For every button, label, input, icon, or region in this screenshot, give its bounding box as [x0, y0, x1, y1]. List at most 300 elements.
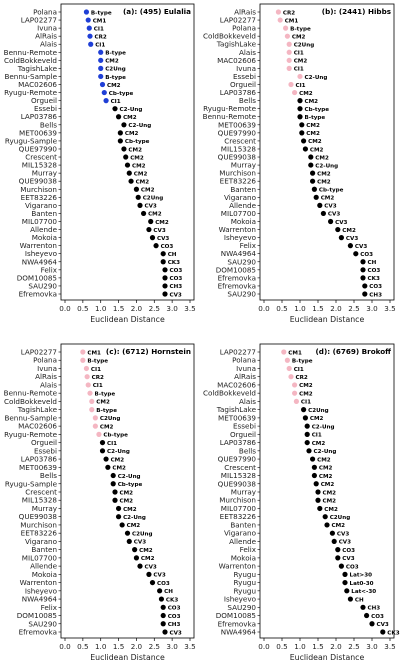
data-point	[303, 146, 308, 151]
point-type-label: CM1	[288, 350, 302, 357]
y-tick-label: Polana	[33, 7, 57, 17]
point-type-label: CM2	[130, 155, 144, 162]
y-tick-label: Efremovka	[217, 619, 256, 629]
data-point	[321, 211, 326, 216]
point-type-label: CH3	[169, 284, 183, 291]
y-tick-label: Banten	[31, 208, 57, 218]
y-tick-label: Felix	[239, 241, 256, 251]
y-tick-label: MIL15328	[21, 495, 57, 505]
y-tick-label: MIL07700	[21, 216, 57, 226]
y-tick-label: Efremovka	[18, 289, 57, 299]
y-tick-label: Ryugu-Sample	[4, 479, 57, 489]
y-tick-label: QUE99038	[217, 479, 256, 489]
point-type-label: CK3	[367, 276, 380, 283]
data-point	[312, 465, 317, 470]
y-tick-label: Bennu-Remote	[202, 112, 256, 122]
data-point	[150, 580, 155, 585]
chart-panel-3	[4, 344, 196, 662]
y-tick-label: Ryugu	[233, 586, 256, 596]
data-point	[146, 572, 151, 577]
y-tick-label: Alais	[39, 380, 57, 390]
data-point	[292, 391, 297, 396]
point-type-label: CV3	[153, 572, 166, 579]
data-point	[120, 522, 125, 527]
point-type-label: CI1	[293, 50, 304, 57]
y-tick-label: Crescent	[25, 152, 57, 162]
data-point	[305, 424, 310, 429]
x-tick-label: 0.0	[258, 304, 270, 313]
point-type-label: CM2	[317, 457, 331, 464]
point-type-label: CM2	[124, 131, 139, 138]
y-tick-label: Ryugu	[233, 578, 256, 588]
x-tick-label: 2.5	[148, 304, 161, 313]
data-point	[294, 399, 299, 404]
point-type-label: CV3	[335, 219, 348, 226]
point-type-label: CV3	[327, 211, 341, 218]
plot-frame	[260, 4, 394, 300]
y-tick-label: NWA4964	[21, 594, 57, 604]
data-point	[153, 243, 158, 248]
point-type-label: B-type	[291, 358, 313, 365]
point-type-label: CV3	[157, 235, 170, 242]
point-type-label: CM2	[318, 473, 333, 480]
point-type-label: CI1	[293, 366, 304, 373]
data-point	[380, 629, 385, 634]
point-type-label: C2Ung	[99, 416, 121, 423]
data-point	[362, 291, 367, 296]
y-tick-label: MAC02606	[18, 80, 57, 90]
point-type-label: CR2	[94, 34, 107, 41]
point-type-label: B-type	[304, 115, 326, 122]
point-type-label: CM2	[324, 506, 338, 513]
point-type-label: CO3	[342, 547, 356, 554]
data-point	[134, 187, 139, 192]
y-tick-label: AlRais	[35, 372, 57, 382]
data-point	[308, 162, 313, 167]
point-type-label: CO3	[169, 276, 183, 283]
data-point	[116, 514, 121, 519]
point-type-label: CO3	[369, 284, 383, 291]
y-tick-label: MET00639	[218, 413, 256, 423]
x-tick-label: 1.0	[94, 304, 107, 313]
y-tick-label: Orgueil	[30, 438, 57, 448]
data-point	[364, 613, 369, 618]
y-tick-label: MIL07700	[220, 208, 256, 218]
y-tick-label: Isheyevo	[24, 249, 57, 259]
y-tick-label: LAP02277	[20, 347, 57, 357]
point-type-label: B-type	[96, 407, 118, 414]
data-point	[335, 547, 340, 552]
y-tick-label: MAC02606	[18, 421, 57, 431]
y-tick-label: Ivuna	[37, 23, 57, 33]
point-type-label: CI1	[95, 42, 106, 49]
y-tick-label: Isheyevo	[223, 233, 256, 243]
data-point	[287, 366, 292, 371]
y-tick-label: MET00639	[19, 128, 57, 138]
data-point	[283, 26, 288, 31]
y-tick-label: SAU290	[28, 281, 57, 291]
data-point	[148, 219, 153, 224]
point-type-label: CV3	[338, 539, 352, 546]
y-tick-label: Vigarano	[223, 192, 256, 202]
x-tick-label: 1.5	[112, 304, 125, 313]
x-tick-label: 0.0	[59, 642, 71, 651]
y-tick-label: Ryugu-Remote	[203, 104, 256, 114]
x-tick-label: 0.5	[276, 304, 288, 313]
y-tick-label: LAP02277	[219, 15, 256, 25]
data-point	[127, 539, 132, 544]
point-type-label: Lat0-30	[349, 580, 374, 587]
point-type-label: CV3	[324, 203, 337, 210]
point-type-label: C2-Ung	[311, 424, 335, 431]
data-point	[89, 407, 94, 412]
point-type-label: CV3	[342, 556, 355, 563]
data-point	[281, 349, 286, 354]
point-type-label: CM2	[308, 139, 322, 146]
x-tick-label: 3.0	[166, 642, 178, 651]
y-tick-label: Felix	[40, 602, 57, 612]
data-point	[161, 621, 166, 626]
data-point	[335, 555, 340, 560]
data-point	[98, 66, 103, 71]
point-type-label: Cb-type	[318, 187, 344, 194]
point-type-label: C2Ung	[132, 531, 153, 538]
data-point	[98, 74, 103, 79]
data-point	[353, 251, 358, 256]
data-point	[87, 26, 92, 31]
y-tick-label: Crescent	[224, 136, 256, 146]
x-axis-label: Euclidean Distance	[90, 315, 165, 324]
data-point	[287, 42, 292, 47]
data-point	[87, 391, 92, 396]
y-tick-label: Murchison	[20, 520, 57, 530]
point-type-label: C2-Ung	[315, 163, 339, 170]
y-tick-label: Bells	[39, 120, 57, 130]
x-tick-label: 2.0	[330, 642, 342, 651]
point-type-label: CM2	[119, 490, 134, 497]
y-tick-label: NWA4964	[220, 627, 256, 637]
data-point	[285, 34, 290, 39]
data-point	[360, 259, 365, 264]
point-type-label: CO3	[167, 605, 181, 612]
data-point	[128, 179, 133, 184]
y-tick-label: QUE97990	[217, 128, 256, 138]
point-type-label: CM2	[306, 123, 320, 130]
y-tick-label: DOM10085	[16, 611, 57, 621]
x-tick-label: 2.0	[130, 304, 143, 313]
point-type-label: CV3	[336, 531, 350, 538]
point-type-label: C2Ung	[308, 407, 329, 414]
y-tick-label: EET83226	[219, 512, 256, 522]
point-type-label: C2-Ung	[313, 449, 337, 456]
point-type-label: C2Ung	[293, 42, 315, 49]
y-tick-label: Essebi	[232, 71, 256, 81]
y-tick-label: TagishLake	[17, 405, 57, 415]
point-type-label: CH	[367, 260, 377, 267]
data-point	[306, 448, 311, 453]
data-point	[292, 90, 297, 95]
y-tick-label: Allende	[30, 561, 57, 571]
point-type-label: Cb-type	[117, 482, 143, 489]
point-type-label: CM2	[318, 465, 333, 472]
point-type-label: CO3	[367, 268, 381, 275]
data-point	[297, 106, 302, 111]
point-type-label: CV3	[345, 235, 359, 242]
point-type-label: B-type	[290, 26, 311, 33]
y-tick-label: Felix	[239, 545, 256, 555]
point-type-label: CM2	[140, 556, 155, 563]
point-type-label: CO3	[371, 613, 384, 620]
point-type-label: CM2	[140, 187, 155, 194]
point-type-label: CM2	[322, 498, 337, 505]
y-tick-label: QUE97990	[18, 144, 57, 154]
y-tick-label: MIL15328	[21, 160, 57, 170]
data-point	[162, 291, 167, 296]
point-type-label: CM2	[139, 547, 153, 554]
y-tick-label: Efremovka	[18, 627, 57, 637]
point-type-label: CM2	[304, 98, 319, 105]
y-tick-label: Warrenton	[19, 578, 57, 588]
point-type-label: CM2	[309, 416, 324, 423]
data-point	[303, 415, 308, 420]
data-point	[102, 90, 107, 95]
data-point	[86, 382, 91, 387]
point-type-label: CO3	[169, 268, 183, 275]
y-tick-label: AlRais	[35, 31, 57, 41]
point-type-label: B-type	[105, 74, 126, 81]
data-point	[297, 74, 302, 79]
point-type-label: C2-Ung	[119, 106, 143, 113]
data-point	[287, 50, 292, 55]
data-point	[297, 114, 302, 119]
x-tick-label: 2.0	[130, 642, 143, 651]
data-point	[161, 251, 166, 256]
y-tick-label: Orgueil	[229, 429, 256, 439]
point-type-label: CR2	[91, 375, 104, 382]
data-point	[87, 34, 92, 39]
point-type-label: C2Ung	[105, 66, 126, 73]
y-tick-label: Mokoia	[31, 233, 57, 243]
y-tick-label: Allende	[229, 200, 256, 210]
point-type-label: CM2	[315, 155, 329, 162]
y-tick-label: ColdBokkeveld	[202, 31, 256, 41]
y-tick-label: Murray	[230, 160, 256, 170]
point-type-label: Cb-type	[103, 432, 128, 439]
data-point	[116, 114, 121, 119]
y-tick-label: Mokoia	[230, 216, 256, 226]
data-point	[105, 465, 110, 470]
point-type-label: CV3	[169, 630, 182, 637]
data-point	[317, 203, 322, 208]
y-tick-label: MIL07700	[21, 553, 57, 563]
y-tick-label: Warrenton	[19, 241, 57, 251]
data-point	[118, 138, 123, 143]
point-type-label: CM2	[155, 219, 169, 226]
x-tick-label: 1.0	[94, 642, 107, 651]
data-point	[157, 588, 162, 593]
data-point	[93, 415, 98, 420]
y-tick-label: SAU290	[227, 257, 256, 267]
point-type-label: Lat>30	[349, 572, 372, 579]
y-tick-label: MIL07700	[220, 503, 256, 513]
y-tick-label: Banten	[31, 545, 57, 555]
point-type-label: CM2	[99, 424, 114, 431]
data-point	[330, 531, 335, 536]
y-tick-label: LAP03786	[20, 112, 57, 122]
data-point	[132, 547, 137, 552]
point-type-label: CM2	[107, 82, 121, 89]
y-tick-label: Bells	[238, 446, 256, 456]
data-point	[134, 555, 139, 560]
y-tick-label: Murray	[31, 503, 57, 513]
point-type-label: CV3	[153, 227, 166, 234]
data-point	[305, 432, 310, 437]
x-tick-label: 1.0	[294, 304, 306, 313]
y-tick-label: Polana	[232, 23, 256, 33]
point-type-label: CI1	[311, 432, 322, 439]
y-tick-label: Essebi	[33, 104, 57, 114]
data-point	[332, 539, 337, 544]
data-point	[118, 130, 123, 135]
y-tick-label: Essebi	[232, 421, 256, 431]
y-tick-label: Vigarano	[24, 536, 57, 546]
point-type-label: CR2	[295, 375, 308, 382]
point-type-label: C2-Ung	[128, 123, 152, 130]
data-point	[123, 154, 128, 159]
point-type-label: CV3	[144, 203, 157, 210]
y-tick-label: Ivuna	[236, 363, 256, 373]
point-type-label: CO3	[360, 252, 374, 259]
data-point	[276, 9, 281, 14]
data-point	[288, 374, 293, 379]
data-point	[121, 146, 126, 151]
data-point	[84, 9, 89, 14]
data-point	[89, 399, 94, 404]
data-point	[80, 358, 85, 363]
y-tick-label: Allende	[229, 536, 256, 546]
data-point	[162, 283, 167, 288]
data-point	[136, 195, 141, 200]
point-type-label: CM2	[105, 58, 119, 65]
y-tick-label: Efremovka	[217, 273, 256, 283]
x-axis-label: Euclidean Distance	[289, 653, 365, 662]
point-type-label: CM2	[135, 179, 150, 186]
panel-title: (b): (2441) Hibbs	[321, 7, 391, 16]
data-point	[137, 203, 142, 208]
y-tick-label: Crescent	[224, 462, 256, 472]
point-type-label: CI1	[93, 26, 104, 33]
point-type-label: CM2	[320, 195, 335, 202]
point-type-label: CM2	[132, 163, 146, 170]
point-type-label: C2-Ung	[107, 449, 130, 456]
y-tick-label: NWA4964	[220, 249, 256, 259]
point-type-label: CO3	[157, 580, 170, 587]
y-tick-label: MET00639	[218, 120, 256, 130]
data-point	[98, 50, 103, 55]
point-type-label: CH3	[369, 292, 382, 299]
point-type-label: CI1	[295, 82, 306, 89]
data-point	[310, 456, 315, 461]
point-type-label: CM2	[128, 147, 143, 154]
y-tick-label: SAU290	[28, 619, 57, 629]
point-type-label: CM2	[299, 383, 313, 390]
x-tick-label: 2.5	[348, 642, 360, 651]
point-type-label: CM2	[311, 440, 326, 447]
data-point	[314, 481, 319, 486]
data-point	[116, 506, 121, 511]
y-tick-label: Ryugu	[233, 569, 256, 579]
point-type-label: CM2	[306, 131, 320, 138]
point-type-label: CM2	[299, 90, 313, 97]
point-type-label: C2Ung	[142, 195, 164, 202]
x-tick-label: 0.0	[59, 304, 71, 313]
data-point	[161, 605, 166, 610]
data-point	[98, 58, 103, 63]
y-tick-label: LAP03786	[219, 88, 256, 98]
point-type-label: Cb-type	[304, 106, 330, 113]
y-tick-label: Alais	[39, 39, 57, 49]
y-tick-label: LAP03786	[219, 438, 256, 448]
x-axis-label: Euclidean Distance	[289, 315, 365, 324]
point-type-label: CH3	[367, 605, 381, 612]
y-tick-label: Polana	[232, 355, 256, 365]
point-type-label: CM2	[331, 523, 346, 530]
point-type-label: CH	[354, 597, 364, 604]
x-tick-label: 3.5	[384, 642, 396, 651]
point-type-label: CM2	[309, 147, 324, 154]
data-point	[301, 407, 306, 412]
y-tick-label: Ryugu-Remote	[4, 429, 57, 439]
y-tick-label: Alais	[238, 47, 256, 57]
y-tick-label: LAP02277	[20, 15, 57, 25]
y-tick-label: Bells	[39, 471, 57, 481]
x-tick-label: 2.0	[330, 304, 342, 313]
y-tick-label: AlRais	[234, 372, 256, 382]
data-point	[312, 187, 317, 192]
data-point	[339, 564, 344, 569]
chart-panel-1	[4, 4, 196, 324]
y-tick-label: Bennu-Remote	[3, 47, 57, 57]
point-type-label: CI1	[92, 383, 103, 390]
point-type-label: CO3	[167, 613, 181, 620]
x-tick-label: 0.5	[77, 642, 89, 651]
data-point	[125, 162, 130, 167]
point-type-label: CM2	[126, 523, 141, 530]
panel-title: (a): (495) Eulalia	[123, 7, 191, 16]
y-tick-label: QUE99038	[18, 176, 57, 186]
point-type-label: CM2	[299, 391, 313, 398]
x-tick-label: 3.5	[184, 304, 196, 313]
point-type-label: CM1	[92, 18, 107, 25]
data-point	[342, 572, 347, 577]
data-point	[360, 275, 365, 280]
point-type-label: CI1	[90, 366, 102, 373]
point-type-label: CM2	[148, 211, 162, 218]
point-type-label: CV3	[169, 292, 182, 299]
data-point	[100, 448, 105, 453]
y-tick-label: MET00639	[19, 462, 57, 472]
y-tick-label: DOM10085	[215, 265, 256, 275]
y-tick-label: Banten	[230, 520, 256, 530]
data-point	[111, 481, 116, 486]
y-tick-label: EET83226	[20, 192, 57, 202]
point-type-label: CI1	[107, 440, 118, 447]
y-tick-label: ColdBokkeveld	[202, 388, 256, 398]
panel-title: (c): (6712) Hornstein	[105, 347, 191, 356]
data-point	[301, 138, 306, 143]
data-point	[88, 42, 93, 47]
data-point	[127, 171, 132, 176]
